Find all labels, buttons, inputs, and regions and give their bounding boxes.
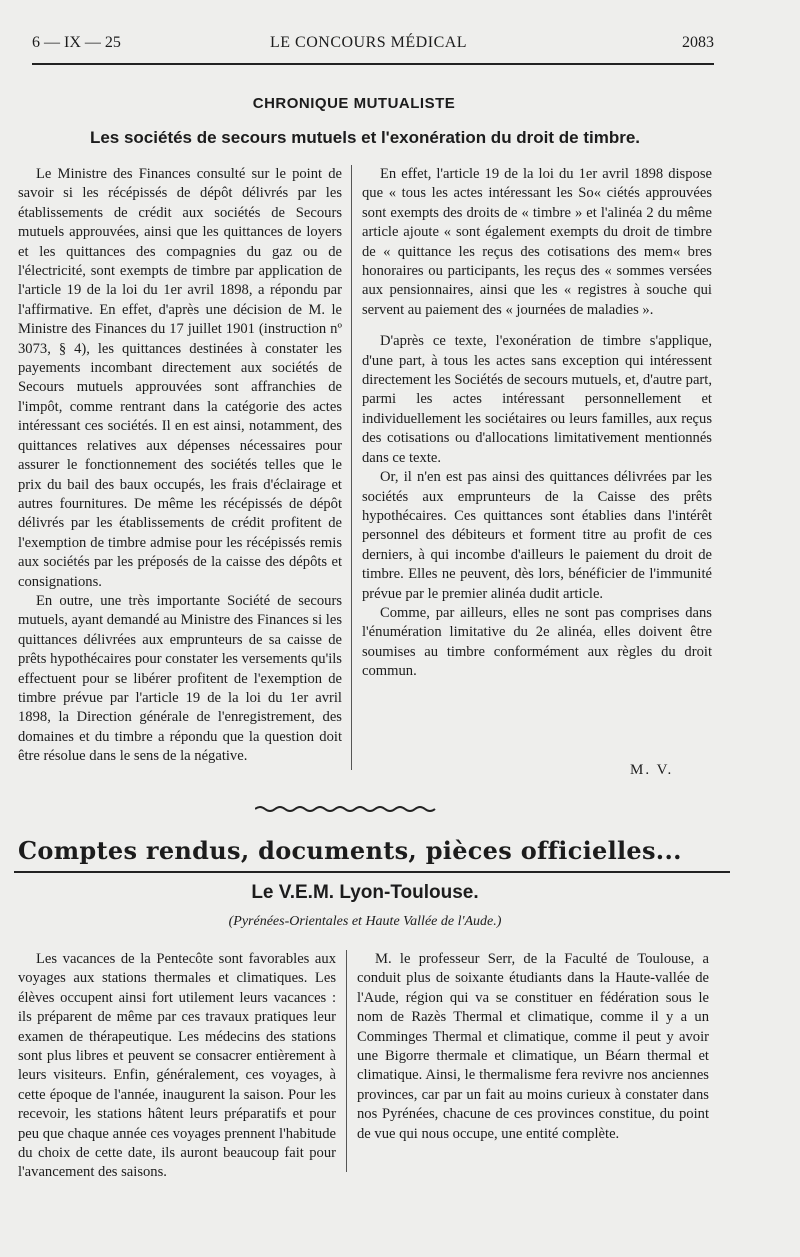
article2-right-column (357, 950, 709, 1144)
header-date: 6 — IX — 25 (32, 34, 121, 51)
paragraph: M. le professeur Serr, de la Faculté de Toulouse, a conduit plus de soixante étudiants dans la Haute-vallée de l'Aude, région qui va se constituer en fédération sous le nom de Razès Thermal et climatique, comme il y a un Comminges Thermal et climatique, comme il peut y avoir une Bigorre thermale et climatique, un Béarn thermal et climatique. Ainsi, le thermalisme fera revivre nos anciennes provinces, car par un fait au moins curieux à constater dans nos Pyrénées, chacune de ces provinces constitue, du point de vue qui nous occupe, une entité complète. (357, 951, 709, 1142)
section-band-title: Comptes rendus, documents, pièces officielles... (18, 836, 682, 865)
article2-left-column (18, 950, 336, 1183)
header-rule (32, 63, 714, 65)
running-header (32, 34, 714, 58)
section-band-rule (14, 871, 730, 873)
article2-title: Le V.E.M. Lyon-Toulouse. (251, 882, 479, 903)
column-divider (346, 950, 347, 1172)
article-title: Les sociétés de secours mutuels et l'exonération du droit de timbre. (89, 128, 641, 147)
header-journal-title: LE CONCOURS MÉDICAL (270, 34, 468, 51)
paragraph: Les vacances de la Pentecôte sont favorables aux voyages aux stations thermales et climatiques. Les élèves occupent ainsi fort utilement leurs vacances : ils préparent de même par ces travaux pratiques leur examen de thérapeutique. Les médecins des stations sont plus libres et peuvent se consacrer entièrement à leurs visiteurs. Enfin, généralement, ces voyages, à cette époque de l'année, inaugurent la saison. Pour les recevoir, les stations hâtent leurs préparatifs et pour peu que chaque année ces voyages prennent l'habitude du choix de cette date, ils auront beaucoup fait pour l'avancement des saisons. (18, 951, 336, 1181)
paragraph: En effet, l'article 19 de la loi du 1er avril 1898 dispose que « tous les actes intéressant les So« ciétés approuvées sont exempts des droits de « timbre » et l'alinéa 2 du même article ajoute « sont également exempts du droit de timbre de « quittance les reçus des cotisations des mem« bres honoraires ou participants, les reçus des « sommes versées aux pensionnaires, ainsi que les « registres à souche qui servent au paiement des « journées de maladies ». (362, 166, 712, 318)
column-divider (351, 165, 352, 770)
article1-left-column (18, 165, 342, 767)
paragraph: Comme, par ailleurs, elles ne sont pas comprises dans l'énumération limitative du 2e alinéa, elles doivent être soumises au timbre conformément aux règles du droit commun. (362, 604, 712, 680)
decorative-ornament (255, 805, 440, 813)
paragraph: En outre, une très importante Société de secours mutuels, ayant demandé au Ministre des Finances si les quittances délivrées aux emprunteurs de sa caisse de prêts hypothécaires pour constater les versements qu'ils effectuent pour se libérer profitent de l'exemption de timbre prévue par l'article 19 de la loi du 1er avril 1898, la Direction générale de l'enregistrement, des domaines et du timbre a répondu que la question doit être résolue dans le sens de la négative. (18, 592, 342, 765)
section-title: CHRONIQUE MUTUALISTE (252, 95, 456, 112)
paragraph: Or, il n'en est pas ainsi des quittances délivrées par les sociétés aux emprunteurs de la Caisse des prêts hypothécaires. Ces quittances sont établies dans l'intérêt personnel des débiteurs et forment titre au profit de ces derniers, à qui incombe d'ailleurs le paiement du droit de timbre. Elles ne peuvent, dès lors, bénéficier de l'immunité prévue par le premier alinéa dudit article. (362, 469, 712, 602)
article1-right-column (362, 165, 712, 682)
article2-subtitle: (Pyrénées-Orientales et Haute Vallée de l'Aude.) (228, 914, 502, 929)
signature: M. V. (630, 762, 674, 778)
paragraph: Le Ministre des Finances consulté sur le point de savoir si les récépissés de dépôt délivrés par les établissements de crédit aux sociétés de Secours mutuels approuvées, ainsi que les quittances de loyers et les quittances des compagnies du gaz ou de l'électricité, sont exempts de timbre par application de l'article 19 de la loi du 1er avril 1898, a répondu par l'affirmative. En effet, d'après une décision de M. le Ministre des Finances du 17 juillet 1901 (instruction nº 3073, § 4), les quittances destinées à constater les payements incombant directement aux sociétés de Secours mutuels approuvées sont affranchies de l'impôt, comme rentrant dans la catégorie des actes intéressant ces sociétés. Il en est ainsi, notamment, des quittances relatives aux dépenses nécessaires pour assurer le fonctionnement des sociétés telles que le prix du bail des baux occupés, les frais d'éclairage et autres fournitures. De même les récépissés de dépôt délivrés par les établissements de crédit profitent de l'exemption de timbre admise pour les récépissés remis aux sociétés par les préposés de la caisse des dépôts et consignations. (18, 166, 342, 590)
paragraph: D'après ce texte, l'exonération de timbre s'applique, d'une part, à tous les actes sans exception qui intéressent directement les Sociétés de secours mutuels, et, d'autre part, parmi les actes intéressant personnellement et individuellement les sociétaires ou leurs familles, aux reçus des cotisations ou d'allocations limitativement mentionnés dans ce texte. (362, 333, 712, 466)
header-page-number: 2083 (682, 34, 714, 51)
